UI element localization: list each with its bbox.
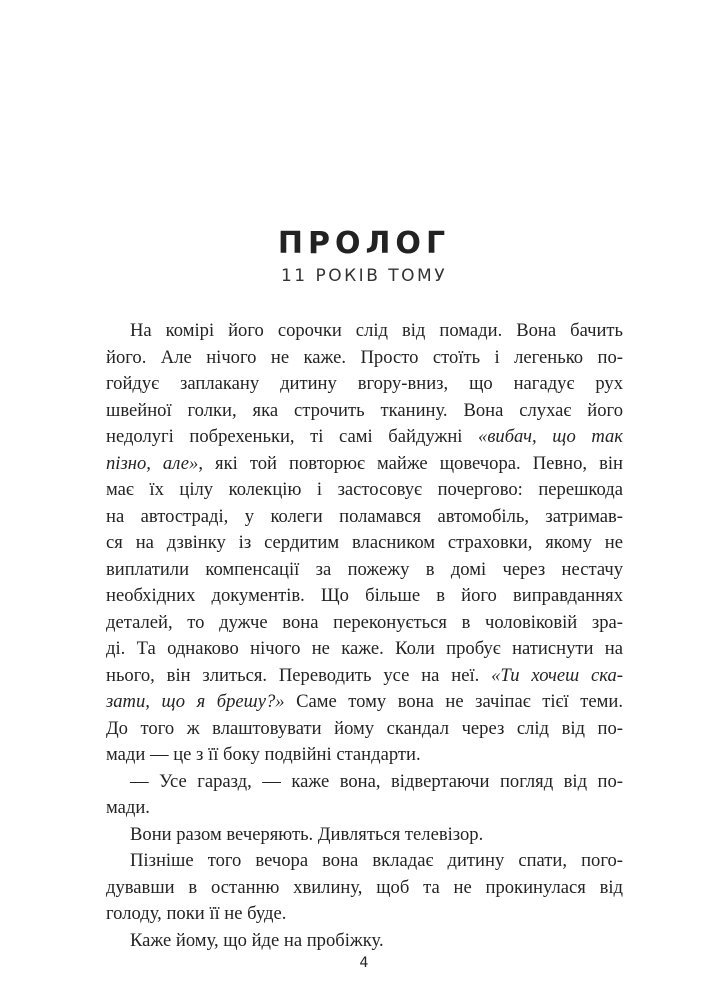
text-line	[106, 822, 623, 849]
text-segment: гойдує заплакану дитину вгору-вниз, що нагадує рух	[106, 373, 623, 395]
text-segment: деталей, то дужче вона переконується в чоловіковій зра-	[106, 611, 623, 633]
page-number: 4	[359, 955, 369, 971]
italic-text: «Ти хочеш ска-	[491, 664, 623, 686]
text-line	[106, 345, 623, 372]
text-line	[106, 610, 623, 637]
text-segment: необхідних документів. Що більше в його виправданнях	[106, 585, 623, 607]
text-line	[106, 530, 623, 557]
text-segment: його. Але нічого не каже. Просто стоїть і легенько по-	[106, 346, 623, 368]
text-line	[106, 504, 623, 531]
text-segment: нього, він злиться. Переводить усе на неї.	[106, 664, 492, 686]
text-segment: ді. Та однаково нічого не каже. Коли пробує натиснути на	[106, 638, 623, 660]
text-line	[106, 689, 623, 716]
italic-text: зати, що я брешу?»	[106, 691, 285, 713]
text-line	[106, 769, 623, 796]
text-segment: недолугі побрехеньки, ті самі байдужні	[106, 426, 479, 448]
text-line	[106, 742, 623, 769]
text-segment: Вони разом вечеряють. Дивляться телевізор.	[130, 823, 484, 845]
text-segment: дувавши в останню хвилину, щоб та не прокинулася від	[106, 876, 623, 898]
text-segment: Пізніше того вечора вона вкладає дитину спати, пого-	[130, 850, 623, 872]
text-line	[106, 636, 623, 663]
text-line	[106, 848, 623, 875]
text-line	[106, 928, 623, 955]
text-segment: на автостраді, у колеги поламався автомобіль, затримав-	[106, 505, 623, 527]
text-segment: До того ж влаштовувати йому скандал через слід від по-	[106, 717, 623, 739]
text-line	[106, 583, 623, 610]
chapter-body-text	[106, 318, 623, 954]
text-segment: , які той повторює майже щовечора. Певно, він	[198, 452, 623, 474]
text-segment: Каже йому, що йде на пробіжку.	[130, 929, 384, 951]
chapter-subtitle: 11 РОКІВ ТОМУ	[280, 266, 448, 286]
text-line	[106, 557, 623, 584]
text-line	[106, 451, 623, 478]
text-line	[106, 901, 623, 928]
text-segment: виплатили компенсації за пожежу в домі через нестачу	[106, 558, 623, 580]
text-segment: мади.	[106, 797, 150, 819]
text-line	[106, 398, 623, 425]
text-line	[106, 795, 623, 822]
text-line	[106, 371, 623, 398]
text-segment: мади — це з її боку подвійні стандарти.	[106, 744, 421, 766]
text-segment: має їх цілу колекцію і застосовує почергово: перешкода	[106, 479, 623, 501]
text-segment: Саме тому вона не зачіпає тієї теми.	[284, 691, 623, 713]
text-line	[106, 318, 623, 345]
text-segment: На комірі його сорочки слід від помади. Вона бачить	[130, 320, 623, 341]
text-segment: — Усе гаразд, — каже вона, відвертаючи погляд від по-	[130, 770, 623, 792]
text-line	[106, 424, 623, 451]
italic-text: пізно, але»	[106, 452, 199, 474]
text-segment: швейної голки, яка строчить тканину. Вона слухає його	[106, 399, 623, 421]
italic-text: «вибач, що так	[478, 426, 623, 448]
text-line	[106, 663, 623, 690]
text-line	[106, 716, 623, 743]
text-line	[106, 875, 623, 902]
text-segment: ся на дзвінку із сердитим власником страховки, якому не	[106, 532, 623, 554]
text-segment: голоду, поки її не буде.	[106, 903, 287, 925]
text-line	[106, 477, 623, 504]
chapter-title: ПРОЛОГ	[277, 226, 451, 261]
